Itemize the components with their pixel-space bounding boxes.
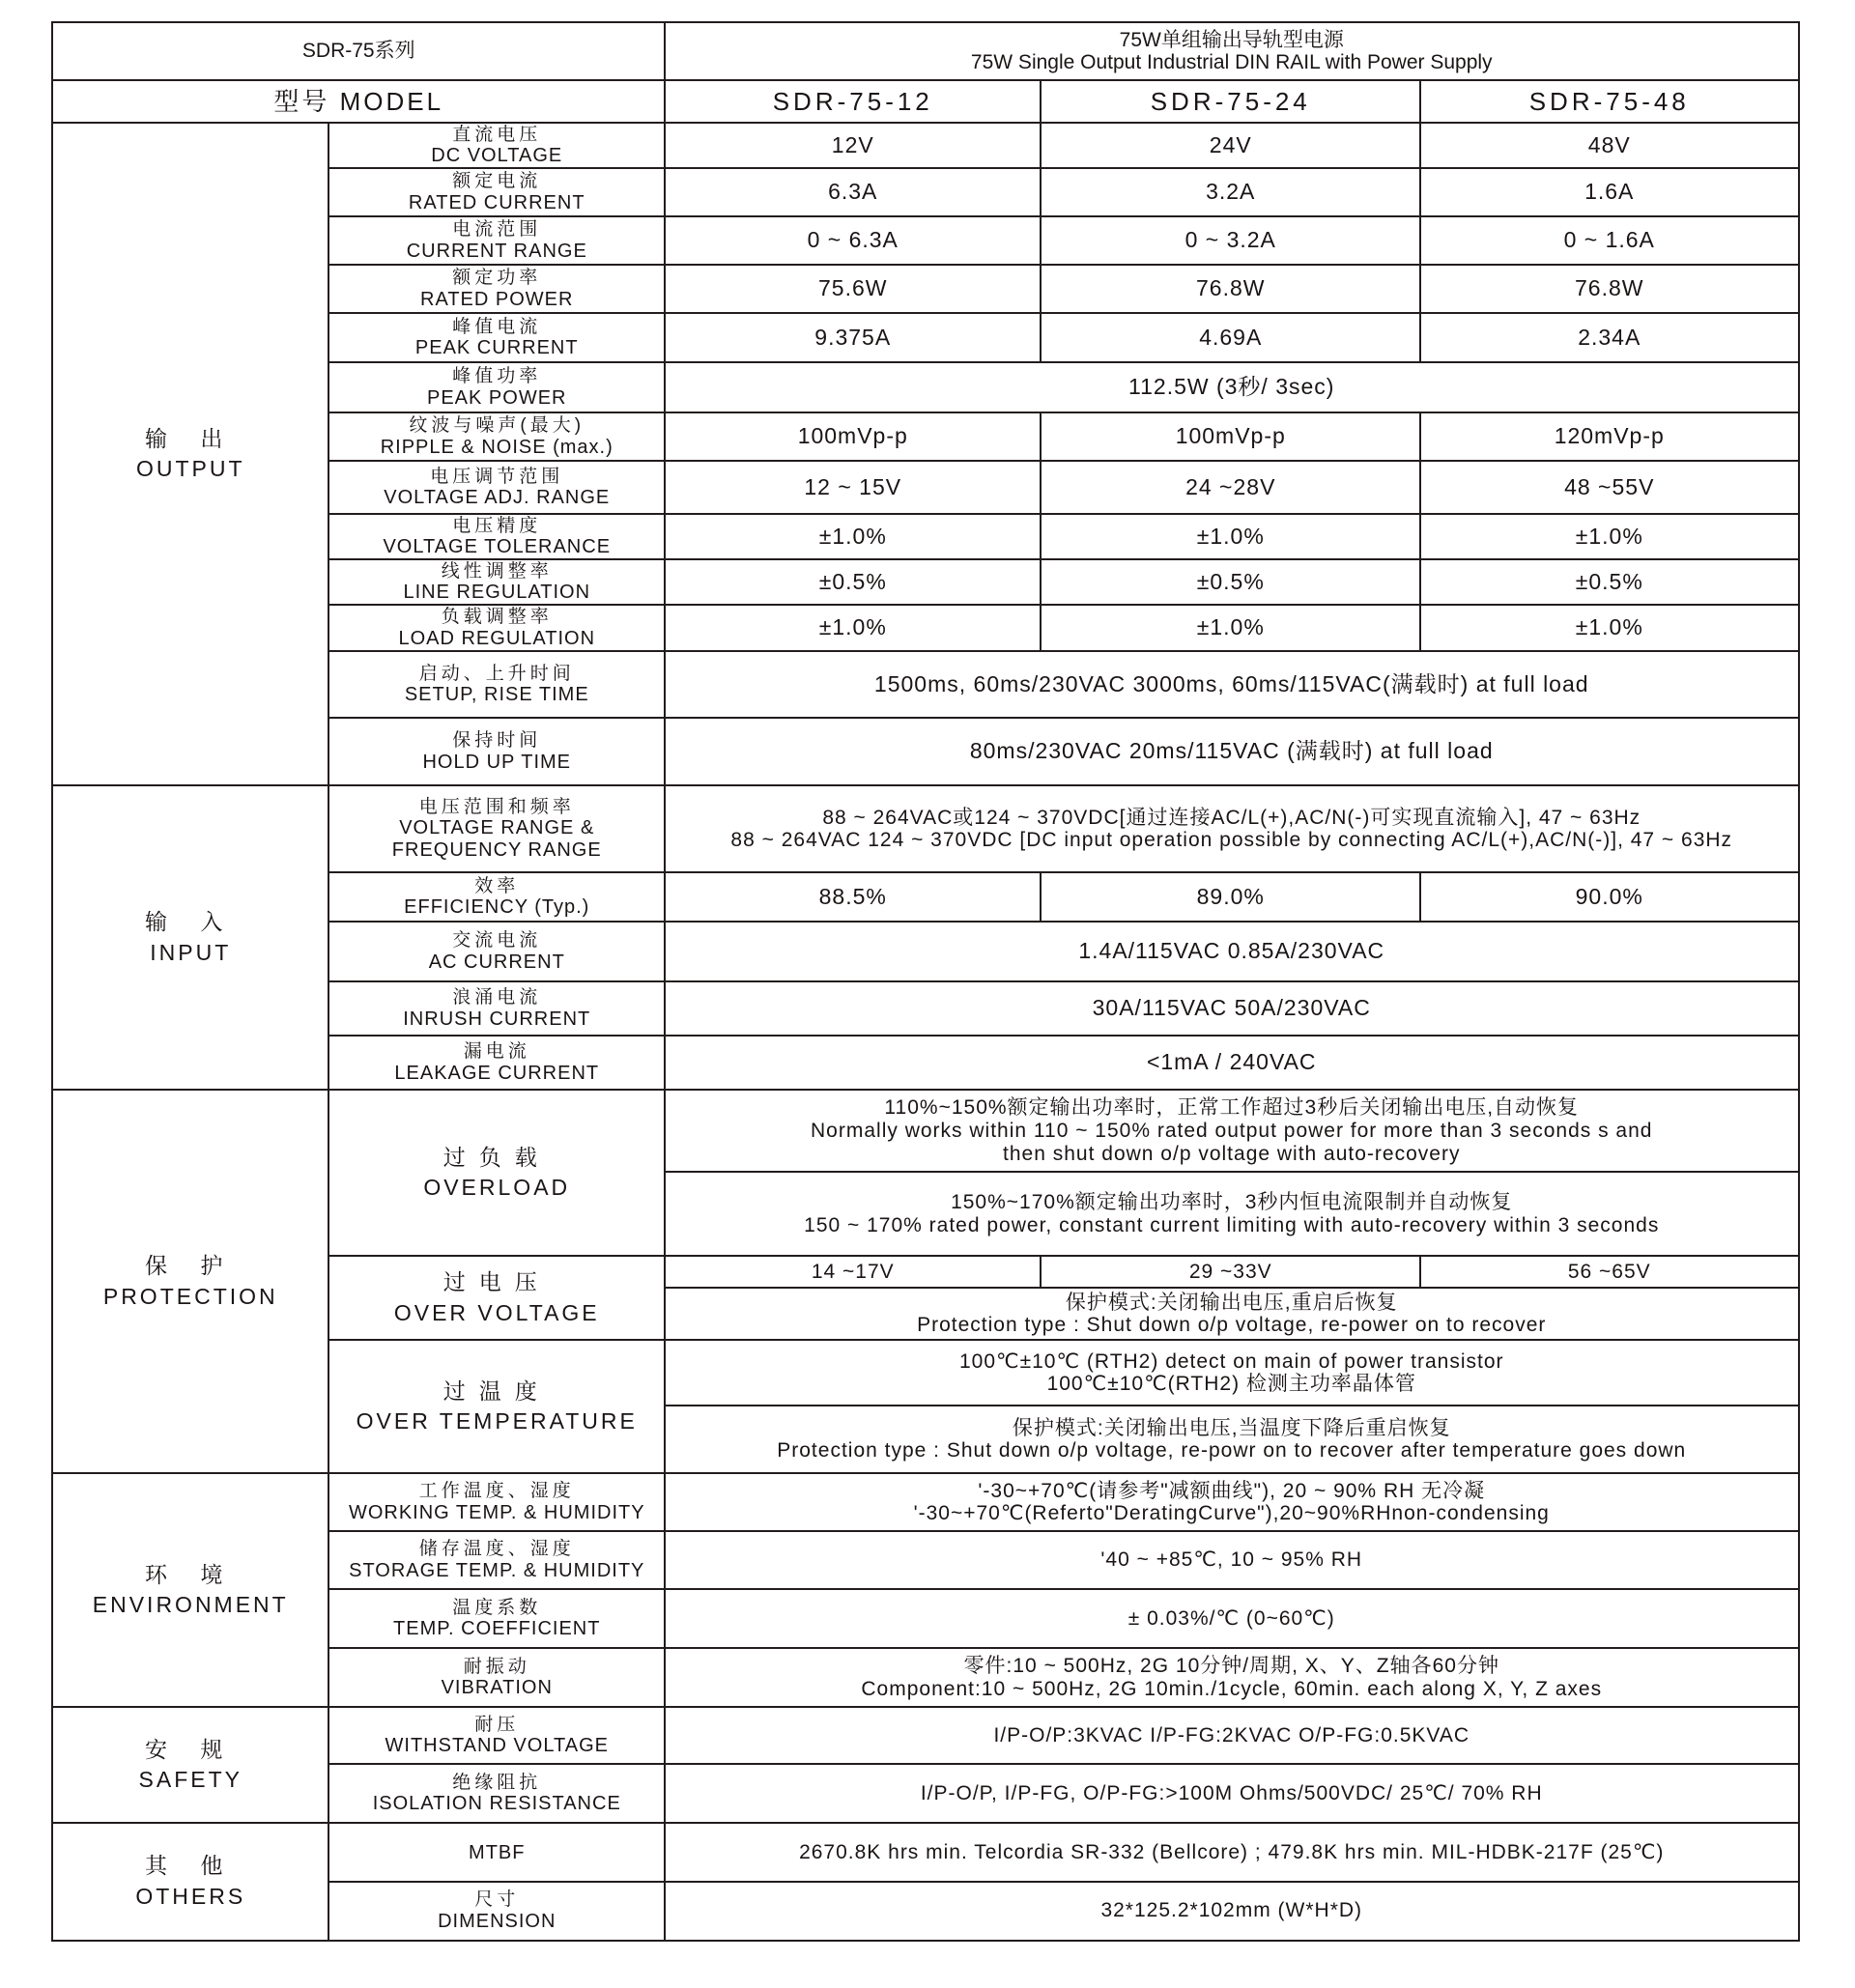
value-cell (1040, 513, 1422, 561)
category-cn: 保 护 (145, 1253, 237, 1278)
label-cn: 电压调节范围 (430, 466, 564, 487)
value-cell (1040, 460, 1422, 516)
label-cn: 额定电流 (452, 171, 542, 192)
value: ±0.5% (1575, 568, 1643, 594)
row-label-over_temperature (328, 1339, 667, 1475)
row-label-mtbf (328, 1822, 667, 1884)
value-cell-span (664, 650, 1800, 720)
value: 48 ~55V (1564, 473, 1655, 499)
label-cn: 电压范围和频率 (418, 797, 575, 818)
label-en: INRUSH CURRENT (403, 1008, 591, 1030)
value-cell-span (664, 1035, 1800, 1092)
value: <1mA / 240VAC (1146, 1049, 1317, 1075)
row-label-ac_current (328, 921, 667, 983)
label-en: FREQUENCY RANGE (391, 838, 602, 861)
row-label-peak_power (328, 361, 667, 414)
value-cell (1419, 604, 1800, 653)
value: 4.69A (1199, 324, 1263, 350)
title-cn: 75W单组输出导轨型电源 (1119, 28, 1344, 51)
value: 1.4A/115VAC 0.85A/230VAC (1078, 938, 1385, 964)
row-label-peak_current (328, 312, 667, 364)
model-cell (664, 79, 1042, 125)
label-cn: 浪涌电流 (452, 987, 542, 1008)
label-en: WITHSTAND VOLTAGE (385, 1735, 609, 1757)
value-cn: 110%~150%额定输出功率时，正常工作超过3秒后关闭输出电压,自动恢复 (884, 1096, 1580, 1120)
value-en: Component:10 ~ 500Hz, 2G 10min./1cycle, 60min. each along X, Y, Z axes (861, 1677, 1603, 1700)
value-cell (664, 312, 1042, 364)
label-en: VOLTAGE RANGE & (399, 817, 595, 839)
label-en: LINE REGULATION (403, 582, 591, 604)
label-cn: 过温度 (442, 1377, 551, 1404)
value-cell (1040, 604, 1422, 653)
value-cell-span (664, 921, 1800, 983)
row-label-leakage_current (328, 1035, 667, 1092)
category-en: PROTECTION (102, 1283, 278, 1309)
value-cell (1419, 558, 1800, 607)
label-cn: 线性调整率 (441, 560, 553, 582)
value-cell (664, 513, 1042, 561)
category-en: OUTPUT (135, 456, 245, 482)
label-en: TEMP. COEFFICIENT (393, 1618, 601, 1640)
label-en: STORAGE TEMP. & HUMIDITY (349, 1559, 645, 1581)
label-cn: 耐压 (474, 1714, 520, 1735)
value-cell-span (664, 1881, 1800, 1942)
value-cell-span (664, 784, 1800, 874)
category-en: SAFETY (138, 1767, 243, 1793)
value-cn: 100℃±10℃(RTH2) 检测主功率晶体管 (1046, 1373, 1416, 1396)
row-label-inrush_current (328, 980, 667, 1037)
value: 56 ~65V (1567, 1260, 1651, 1283)
label-cn: 额定功率 (452, 268, 542, 289)
category-cn: 输 入 (145, 909, 237, 934)
row-label-current_range (328, 215, 667, 267)
label-en: VIBRATION (441, 1677, 553, 1699)
value: 100mVp-p (1175, 423, 1286, 449)
value: 3.2A (1206, 179, 1256, 205)
value-cn: 150%~170%额定输出功率时，3秒内恒电流限制并自动恢复 (951, 1191, 1513, 1214)
label-en: OVERLOAD (423, 1175, 571, 1201)
value-cell (1419, 312, 1800, 364)
label-en: HOLD UP TIME (422, 751, 571, 773)
value: ±1.0% (818, 523, 887, 549)
label-cn: 峰值电流 (452, 316, 542, 337)
value-en: Normally works within 110 ~ 150% rated output power for more than 3 seconds s and (811, 1119, 1653, 1142)
label-cn: 交流电流 (452, 930, 542, 951)
row-label-voltage_tolerance (328, 513, 667, 561)
value-en: 88 ~ 264VAC 124 ~ 370VDC [DC input operation possible by connecting AC/L(+),AC/N(-)], 47 ~ 63Hz (730, 829, 1733, 852)
value: 75.6W (818, 275, 888, 301)
label-en: DIMENSION (438, 1910, 556, 1932)
value-cell (1419, 264, 1800, 315)
value: ± 0.03%/℃ (0~60℃) (1127, 1606, 1335, 1630)
value-cell (1040, 122, 1422, 170)
label-cn: 耐振动 (463, 1656, 530, 1677)
value-cell (1419, 1255, 1800, 1290)
label-en: SETUP, RISE TIME (404, 684, 589, 706)
value: 48V (1587, 131, 1631, 157)
series-name: SDR-75系列 (301, 40, 415, 63)
category-cn: 环 境 (145, 1561, 237, 1587)
model-cell (1419, 79, 1800, 125)
row-label-vibration (328, 1647, 667, 1709)
label-en: LEAKAGE CURRENT (394, 1062, 600, 1084)
value-cell (1419, 122, 1800, 170)
value-en: '-30~+70℃(Referto"DeratingCurve"),20~90%RHnon-condensing (913, 1502, 1550, 1525)
model-name: SDR-75-48 (1528, 86, 1690, 116)
value-cell (1040, 167, 1422, 218)
value-cn: '-30~+70℃(请参考"减额曲线"), 20 ~ 90% RH 无冷凝 (978, 1479, 1486, 1502)
label-cn: 纹波与噪声(最大) (409, 415, 585, 437)
label-cn: 工作温度、湿度 (418, 1481, 575, 1502)
overload-b (664, 1171, 1800, 1258)
value-cell (1040, 215, 1422, 267)
label-en: RATED POWER (420, 288, 574, 310)
row-label-dc_voltage (328, 122, 667, 170)
value-cell-span (664, 1822, 1800, 1884)
value-cell (1040, 871, 1422, 923)
label-cn: 储存温度、湿度 (418, 1539, 575, 1560)
category-en: OTHERS (135, 1883, 246, 1909)
value: 80ms/230VAC 20ms/115VAC (满载时) at full load (969, 738, 1494, 764)
label-en: RATED CURRENT (408, 191, 585, 213)
category-en: INPUT (150, 939, 232, 965)
label-en: MTBF (469, 1841, 526, 1863)
value-cell (664, 264, 1042, 315)
value-cn: 88 ~ 264VAC或124 ~ 370VDC[通过连接AC/L(+),AC/N(-)可实现直流输入], 47 ~ 63Hz (822, 806, 1641, 829)
value: 29 ~33V (1188, 1260, 1272, 1283)
value: 14 ~17V (811, 1260, 895, 1283)
row-label-rated_current (328, 167, 667, 218)
category-input (51, 784, 330, 1092)
category-cn: 输 出 (145, 425, 237, 451)
row-label-voltage_freq (328, 784, 667, 874)
row-label-dimension (328, 1881, 667, 1942)
value-cell-span (664, 1588, 1800, 1650)
value-cell (664, 122, 1042, 170)
value-cell (664, 604, 1042, 653)
value: ±1.0% (1575, 523, 1643, 549)
value: 30A/115VAC 50A/230VAC (1092, 995, 1371, 1021)
value-cell (664, 1255, 1042, 1290)
label-cn: 效率 (474, 875, 520, 896)
category-en: ENVIRONMENT (92, 1592, 289, 1618)
row-label-storage (328, 1530, 667, 1591)
model-name: SDR-75-24 (1150, 86, 1311, 116)
label-cn: 峰值功率 (452, 366, 542, 387)
value-cell-span (664, 1472, 1800, 1533)
value: I/P-O/P, I/P-FG, O/P-FG:>100M Ohms/500VDC/ 25℃/ 70% RH (920, 1781, 1543, 1804)
value-cell (664, 412, 1042, 463)
value: 1500ms, 60ms/230VAC 3000ms, 60ms/115VAC(满载时) at full load (873, 670, 1589, 696)
value-cell (664, 167, 1042, 218)
value-cell (1419, 513, 1800, 561)
value: 12 ~ 15V (804, 473, 902, 499)
label-cn: 电压精度 (452, 515, 542, 536)
value-cell (1040, 558, 1422, 607)
value-cell (1040, 412, 1422, 463)
value: 6.3A (828, 179, 878, 205)
value: ±1.0% (1575, 614, 1643, 640)
row-label-line_regulation (328, 558, 667, 607)
value-en: Protection type : Shut down o/p voltage, re-powr on to recover after temperature goes down (777, 1439, 1687, 1463)
value-cell (1419, 460, 1800, 516)
overload-a (664, 1089, 1800, 1174)
label-en: DC VOLTAGE (431, 145, 563, 167)
row-label-over_voltage (328, 1255, 667, 1342)
value: 0 ~ 6.3A (807, 227, 899, 253)
category-cn: 其 他 (145, 1853, 237, 1878)
label-en: VOLTAGE ADJ. RANGE (384, 487, 611, 509)
over-temp-type (664, 1405, 1800, 1475)
row-label-temp_coeff (328, 1588, 667, 1650)
row-label-efficiency (328, 871, 667, 923)
row-label-working (328, 1472, 667, 1533)
value-en: 100℃±10℃ (RTH2) detect on main of power transistor (958, 1349, 1504, 1373)
value: 112.5W (3秒/ 3sec) (1128, 374, 1335, 400)
value-en: then shut down o/p voltage with auto-recovery (1003, 1142, 1461, 1165)
value-cn: 零件:10 ~ 500Hz, 2G 10分钟/周期, X、Y、Z轴各60分钟 (963, 1655, 1499, 1678)
value-cell (664, 215, 1042, 267)
value: 0 ~ 3.2A (1184, 227, 1276, 253)
value-cell (1040, 264, 1422, 315)
value: ±1.0% (818, 614, 887, 640)
model-label-cell (51, 79, 667, 125)
value: ±1.0% (1196, 523, 1265, 549)
value: 1.6A (1584, 179, 1635, 205)
label-en: LOAD REGULATION (398, 627, 596, 649)
label-en: CURRENT RANGE (406, 240, 587, 262)
label-cn: 负载调整率 (441, 607, 553, 628)
value-cell-span (664, 1763, 1800, 1825)
value-cell (1419, 167, 1800, 218)
category-environment (51, 1472, 330, 1709)
row-label-hold_up (328, 717, 667, 787)
label-en: WORKING TEMP. & HUMIDITY (348, 1501, 645, 1523)
label-cn: 保持时间 (452, 730, 542, 752)
value-cell (1419, 871, 1800, 923)
label-cn: 直流电压 (452, 124, 542, 145)
row-label-voltage_adj (328, 460, 667, 516)
row-label-isolation (328, 1763, 667, 1825)
value-cell (664, 460, 1042, 516)
value: ±0.5% (818, 568, 887, 594)
value: I/P-O/P:3KVAC I/P-FG:2KVAC O/P-FG:0.5KVAC (993, 1723, 1470, 1747)
value-cell-span (664, 361, 1800, 414)
label-en: AC CURRENT (428, 951, 565, 973)
value: 0 ~ 1.6A (1563, 227, 1655, 253)
over-voltage-type (664, 1287, 1800, 1342)
label-en: OVER TEMPERATURE (356, 1408, 638, 1434)
label-en: VOLTAGE TOLERANCE (383, 536, 612, 558)
value-en: Protection type : Shut down o/p voltage, re-power on to recover (917, 1314, 1547, 1337)
category-cn: 安 规 (145, 1736, 237, 1762)
value-cn: 保护模式:关闭输出电压,当温度下降后重启恢复 (1012, 1416, 1451, 1439)
value: 76.8W (1575, 275, 1644, 301)
value-cell-span (664, 1706, 1800, 1766)
row-label-rated_power (328, 264, 667, 315)
value-cell (664, 871, 1042, 923)
value: 2.34A (1578, 324, 1641, 350)
title-cell (664, 21, 1800, 82)
value: 76.8W (1196, 275, 1266, 301)
label-cn: 尺寸 (474, 1889, 520, 1911)
value: 90.0% (1575, 883, 1643, 909)
value: '40 ~ +85℃, 10 ~ 95% RH (1100, 1548, 1363, 1572)
label-en: ISOLATION RESISTANCE (372, 1793, 621, 1815)
series-cell (51, 21, 667, 82)
label-en: RIPPLE & NOISE (max.) (380, 436, 614, 458)
value: 89.0% (1196, 883, 1265, 909)
value: 2670.8K hrs min. Telcordia SR-332 (Bellcore) ; 479.8K hrs min. MIL-HDBK-217F (25℃) (799, 1840, 1665, 1863)
label-cn: 启动、上升时间 (418, 663, 575, 684)
value-cell-span (664, 980, 1800, 1037)
label-cn: 绝缘阻抗 (452, 1772, 542, 1793)
value-cell (1419, 215, 1800, 267)
value: 24V (1209, 131, 1252, 157)
value: 12V (831, 131, 874, 157)
value-cell (1040, 312, 1422, 364)
row-label-load_regulation (328, 604, 667, 653)
value: 9.375A (814, 324, 892, 350)
label-en: OVER VOLTAGE (393, 1299, 600, 1325)
value-cell-span (664, 717, 1800, 787)
label-cn: 漏电流 (463, 1041, 530, 1063)
model-label: 型号 MODEL (273, 86, 444, 116)
label-cn: 过负载 (442, 1144, 551, 1170)
value: ±0.5% (1196, 568, 1265, 594)
label-cn: 过电压 (442, 1269, 551, 1294)
category-output (51, 122, 330, 787)
row-label-withstand (328, 1706, 667, 1766)
value: 88.5% (818, 883, 887, 909)
model-cell (1040, 79, 1422, 125)
value-cell (1040, 1255, 1422, 1290)
row-label-overload (328, 1089, 667, 1258)
label-cn: 电流范围 (452, 219, 542, 241)
label-en: EFFICIENCY (Typ.) (404, 896, 590, 919)
value: 120mVp-p (1554, 423, 1665, 449)
category-protection (51, 1089, 330, 1475)
row-label-setup_rise (328, 650, 667, 720)
value-cn: 保护模式:关闭输出电压,重启后恢复 (1065, 1291, 1398, 1314)
over-temp-detect (664, 1339, 1800, 1407)
value-cell-span (664, 1647, 1800, 1709)
value-en: 150 ~ 170% rated power, constant current limiting with auto-recovery within 3 seconds (804, 1213, 1660, 1236)
title-en: 75W Single Output Industrial DIN RAIL with Power Supply (970, 51, 1493, 74)
value: 24 ~28V (1185, 473, 1276, 499)
value-cell-span (664, 1530, 1800, 1591)
category-safety (51, 1706, 330, 1825)
category-others (51, 1822, 330, 1942)
row-label-ripple_noise (328, 412, 667, 463)
label-cn: 温度系数 (452, 1597, 542, 1618)
label-en: PEAK POWER (427, 386, 567, 409)
label-en: PEAK CURRENT (414, 337, 579, 359)
model-name: SDR-75-12 (772, 86, 933, 116)
value: 100mVp-p (797, 423, 908, 449)
value: 32*125.2*102mm (W*H*D) (1100, 1899, 1363, 1922)
value: ±1.0% (1196, 614, 1265, 640)
value-cell (664, 558, 1042, 607)
value-cell (1419, 412, 1800, 463)
